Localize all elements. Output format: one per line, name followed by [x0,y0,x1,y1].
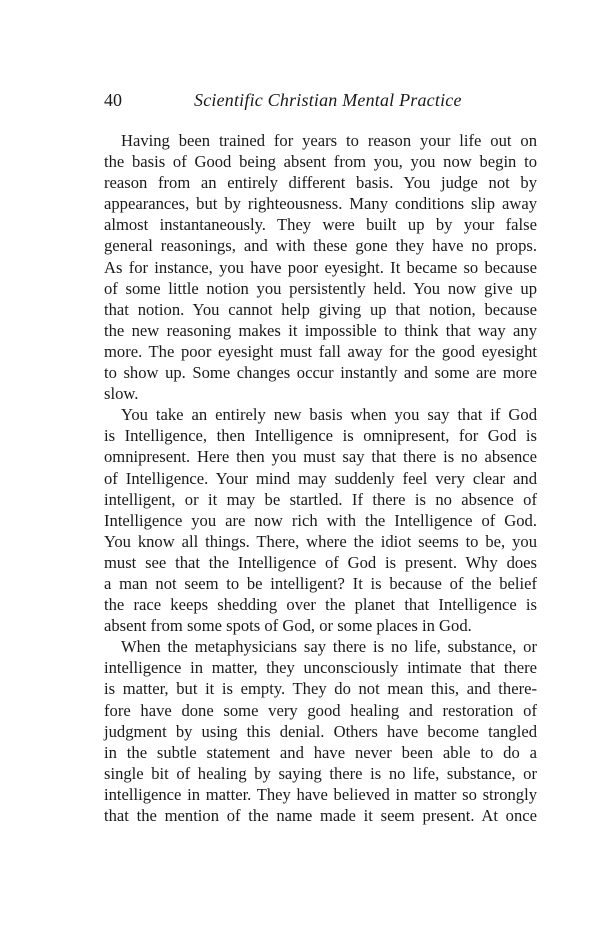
text-line: is Intelligence, then Intelligence is omnipresent, for God is [104,426,537,446]
text-line: the new reasoning makes it impossible to think that way any [104,320,537,340]
text-line: judgment by using this denial. Others have become tangled [104,721,537,741]
running-title: Scientific Christian Mental Practice [194,90,462,110]
text-line: As for instance, you have poor eyesight. It became so because [104,257,537,277]
text-line: intelligence in matter, they unconsciously intimate that there [104,658,537,678]
text-line: You take an entirely new basis when you say that if God [121,405,537,425]
text-line: Having been trained for years to reason your life out on [121,131,537,150]
text-line: almost instantaneously. They were built up by your false [104,215,537,235]
text-line: the basis of Good being absent from you, you now begin to [104,152,537,172]
paragraph [104,130,537,404]
text-line: omnipresent. Here then you must say that there is no absence [104,447,537,467]
text-line: that notion. You cannot help giving up that notion, because [104,299,537,319]
text-line: that the mention of the name made it seem present. At once [104,806,537,825]
text-line: is matter, but it is empty. They do not mean this, and there- [104,679,537,699]
text-line: Intelligence you are now rich with the Intelligence of God. [104,510,537,530]
text-line: reason from an entirely different basis. You judge not by [104,173,537,193]
text-line: You know all things. There, where the idiot seems to be, you [104,531,537,551]
text-line: of Intelligence. Your mind may suddenly feel very clear and [104,468,537,488]
body-text [104,130,537,826]
text-line: single bit of healing by saying there is no life, substance, or [104,763,537,783]
text-line: general reasonings, and with these gone they have no props. [104,236,537,256]
text-line: the race keeps shedding over the planet that Intelligence is [104,595,537,615]
text-line: When the metaphysicians say there is no life, substance, or [121,637,537,657]
text-line: appearances, but by righteousness. Many conditions slip away [104,194,537,214]
paragraph [104,404,537,636]
text-line: absent from some spots of God, or some places in God. [104,616,472,636]
text-line: intelligence in matter. They have believed in matter so strongly [104,784,537,804]
text-line: slow. [104,384,139,404]
paragraph [104,636,537,826]
running-head [104,88,524,112]
text-line: more. The poor eyesight must fall away for the good eyesight [104,341,537,361]
text-line: intelligent, or it may be startled. If there is no absence of [104,489,537,509]
page-number: 40 [104,90,122,110]
text-line: to show up. Some changes occur instantly and some are more [104,363,537,383]
text-line: a man not seem to be intelligent? It is because of the belief [104,573,537,593]
text-line: must see that the Intelligence of God is present. Why does [104,552,537,572]
text-line: of some little notion you persistently held. You now give up [104,278,537,298]
text-line: in the subtle statement and have never been able to do a [104,742,537,762]
text-line: fore have done some very good healing and restoration of [104,700,537,720]
